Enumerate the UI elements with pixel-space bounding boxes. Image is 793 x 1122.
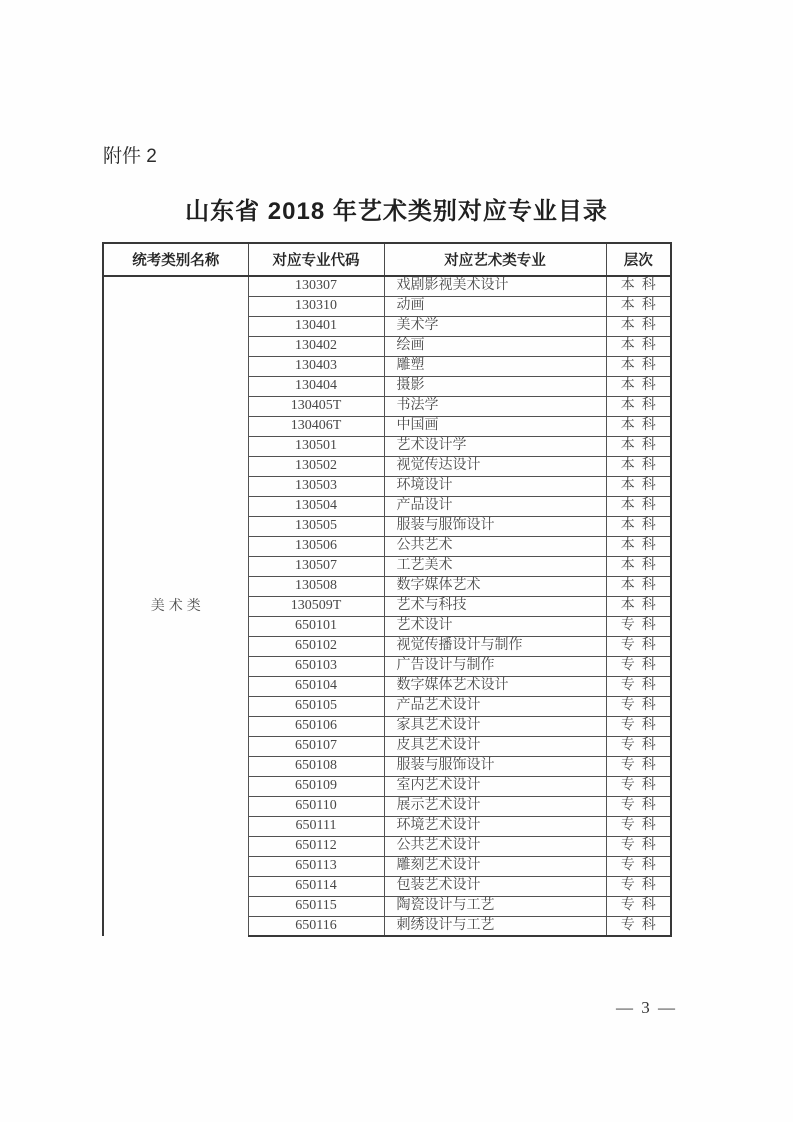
- level-cell: 专科: [606, 636, 671, 656]
- major-name-cell: 服装与服饰设计: [384, 516, 606, 536]
- major-code-cell: 650101: [248, 616, 384, 636]
- level-cell: 本科: [606, 556, 671, 576]
- major-code-cell: 130507: [248, 556, 384, 576]
- level-cell: 专科: [606, 696, 671, 716]
- major-code-cell: 650104: [248, 676, 384, 696]
- major-code-cell: 130508: [248, 576, 384, 596]
- level-cell: 本科: [606, 536, 671, 556]
- major-code-cell: 130501: [248, 436, 384, 456]
- column-header-level: 层次: [606, 243, 671, 276]
- major-name-cell: 家具艺术设计: [384, 716, 606, 736]
- major-code-cell: 650103: [248, 656, 384, 676]
- major-name-cell: 皮具艺术设计: [384, 736, 606, 756]
- major-code-cell: 130502: [248, 456, 384, 476]
- major-code-cell: 650105: [248, 696, 384, 716]
- major-code-cell: 130509T: [248, 596, 384, 616]
- level-cell: 专科: [606, 796, 671, 816]
- major-code-cell: 650110: [248, 796, 384, 816]
- major-name-cell: 数字媒体艺术: [384, 576, 606, 596]
- major-code-cell: 650114: [248, 876, 384, 896]
- major-code-cell: 650102: [248, 636, 384, 656]
- level-cell: 本科: [606, 296, 671, 316]
- major-name-cell: 视觉传达设计: [384, 456, 606, 476]
- level-cell: 本科: [606, 276, 671, 296]
- level-cell: 专科: [606, 756, 671, 776]
- level-cell: 本科: [606, 496, 671, 516]
- column-header-category: 统考类别名称: [103, 243, 248, 276]
- attachment-label: 附件 2: [103, 146, 157, 167]
- level-cell: 专科: [606, 716, 671, 736]
- major-name-cell: 包装艺术设计: [384, 876, 606, 896]
- page-number: — 3 —: [616, 998, 677, 1017]
- category-cell: 美术类: [103, 276, 248, 936]
- level-cell: 本科: [606, 376, 671, 396]
- level-cell: 专科: [606, 836, 671, 856]
- major-name-cell: 广告设计与制作: [384, 656, 606, 676]
- major-name-cell: 环境艺术设计: [384, 816, 606, 836]
- major-code-cell: 130401: [248, 316, 384, 336]
- level-cell: 专科: [606, 656, 671, 676]
- major-code-cell: 650108: [248, 756, 384, 776]
- table-header-row: [103, 243, 671, 276]
- level-cell: 专科: [606, 776, 671, 796]
- major-code-cell: 650113: [248, 856, 384, 876]
- major-name-cell: 戏剧影视美术设计: [384, 276, 606, 296]
- column-header-major: 对应艺术类专业: [384, 243, 606, 276]
- major-code-cell: 130505: [248, 516, 384, 536]
- level-cell: 专科: [606, 896, 671, 916]
- level-cell: 专科: [606, 876, 671, 896]
- page-title: 山东省 2018 年艺术类别对应专业目录: [185, 198, 608, 225]
- column-header-code: 对应专业代码: [248, 243, 384, 276]
- major-name-cell: 中国画: [384, 416, 606, 436]
- major-name-cell: 书法学: [384, 396, 606, 416]
- major-name-cell: 产品设计: [384, 496, 606, 516]
- major-name-cell: 公共艺术设计: [384, 836, 606, 856]
- major-name-cell: 摄影: [384, 376, 606, 396]
- major-name-cell: 动画: [384, 296, 606, 316]
- major-code-cell: 650106: [248, 716, 384, 736]
- major-code-cell: 650115: [248, 896, 384, 916]
- major-code-cell: 130310: [248, 296, 384, 316]
- level-cell: 本科: [606, 576, 671, 596]
- level-cell: 本科: [606, 316, 671, 336]
- major-code-cell: 130405T: [248, 396, 384, 416]
- major-name-cell: 环境设计: [384, 476, 606, 496]
- major-name-cell: 数字媒体艺术设计: [384, 676, 606, 696]
- level-cell: 本科: [606, 436, 671, 456]
- major-name-cell: 艺术设计学: [384, 436, 606, 456]
- major-name-cell: 雕刻艺术设计: [384, 856, 606, 876]
- major-name-cell: 产品艺术设计: [384, 696, 606, 716]
- major-code-cell: 650109: [248, 776, 384, 796]
- major-name-cell: 刺绣设计与工艺: [384, 916, 606, 936]
- major-code-cell: 130506: [248, 536, 384, 556]
- major-name-cell: 美术学: [384, 316, 606, 336]
- major-name-cell: 公共艺术: [384, 536, 606, 556]
- major-code-cell: 130307: [248, 276, 384, 296]
- level-cell: 本科: [606, 336, 671, 356]
- major-name-cell: 艺术设计: [384, 616, 606, 636]
- major-name-cell: 工艺美术: [384, 556, 606, 576]
- level-cell: 专科: [606, 736, 671, 756]
- major-code-cell: 130403: [248, 356, 384, 376]
- major-name-cell: 服装与服饰设计: [384, 756, 606, 776]
- level-cell: 专科: [606, 676, 671, 696]
- major-code-cell: 130404: [248, 376, 384, 396]
- major-name-cell: 展示艺术设计: [384, 796, 606, 816]
- major-code-cell: 130504: [248, 496, 384, 516]
- major-code-cell: 130503: [248, 476, 384, 496]
- major-name-cell: 视觉传播设计与制作: [384, 636, 606, 656]
- major-name-cell: 室内艺术设计: [384, 776, 606, 796]
- major-name-cell: 陶瓷设计与工艺: [384, 896, 606, 916]
- level-cell: 专科: [606, 916, 671, 936]
- major-code-cell: 130402: [248, 336, 384, 356]
- major-code-cell: 130406T: [248, 416, 384, 436]
- major-code-cell: 650112: [248, 836, 384, 856]
- level-cell: 专科: [606, 616, 671, 636]
- level-cell: 本科: [606, 476, 671, 496]
- level-cell: 本科: [606, 416, 671, 436]
- level-cell: 专科: [606, 856, 671, 876]
- level-cell: 本科: [606, 396, 671, 416]
- majors-table: [102, 242, 672, 937]
- major-name-cell: 雕塑: [384, 356, 606, 376]
- major-code-cell: 650107: [248, 736, 384, 756]
- major-code-cell: 650111: [248, 816, 384, 836]
- level-cell: 本科: [606, 516, 671, 536]
- major-code-cell: 650116: [248, 916, 384, 936]
- major-name-cell: 艺术与科技: [384, 596, 606, 616]
- level-cell: 本科: [606, 456, 671, 476]
- table-row: [103, 276, 671, 296]
- level-cell: 专科: [606, 816, 671, 836]
- level-cell: 本科: [606, 596, 671, 616]
- major-name-cell: 绘画: [384, 336, 606, 356]
- level-cell: 本科: [606, 356, 671, 376]
